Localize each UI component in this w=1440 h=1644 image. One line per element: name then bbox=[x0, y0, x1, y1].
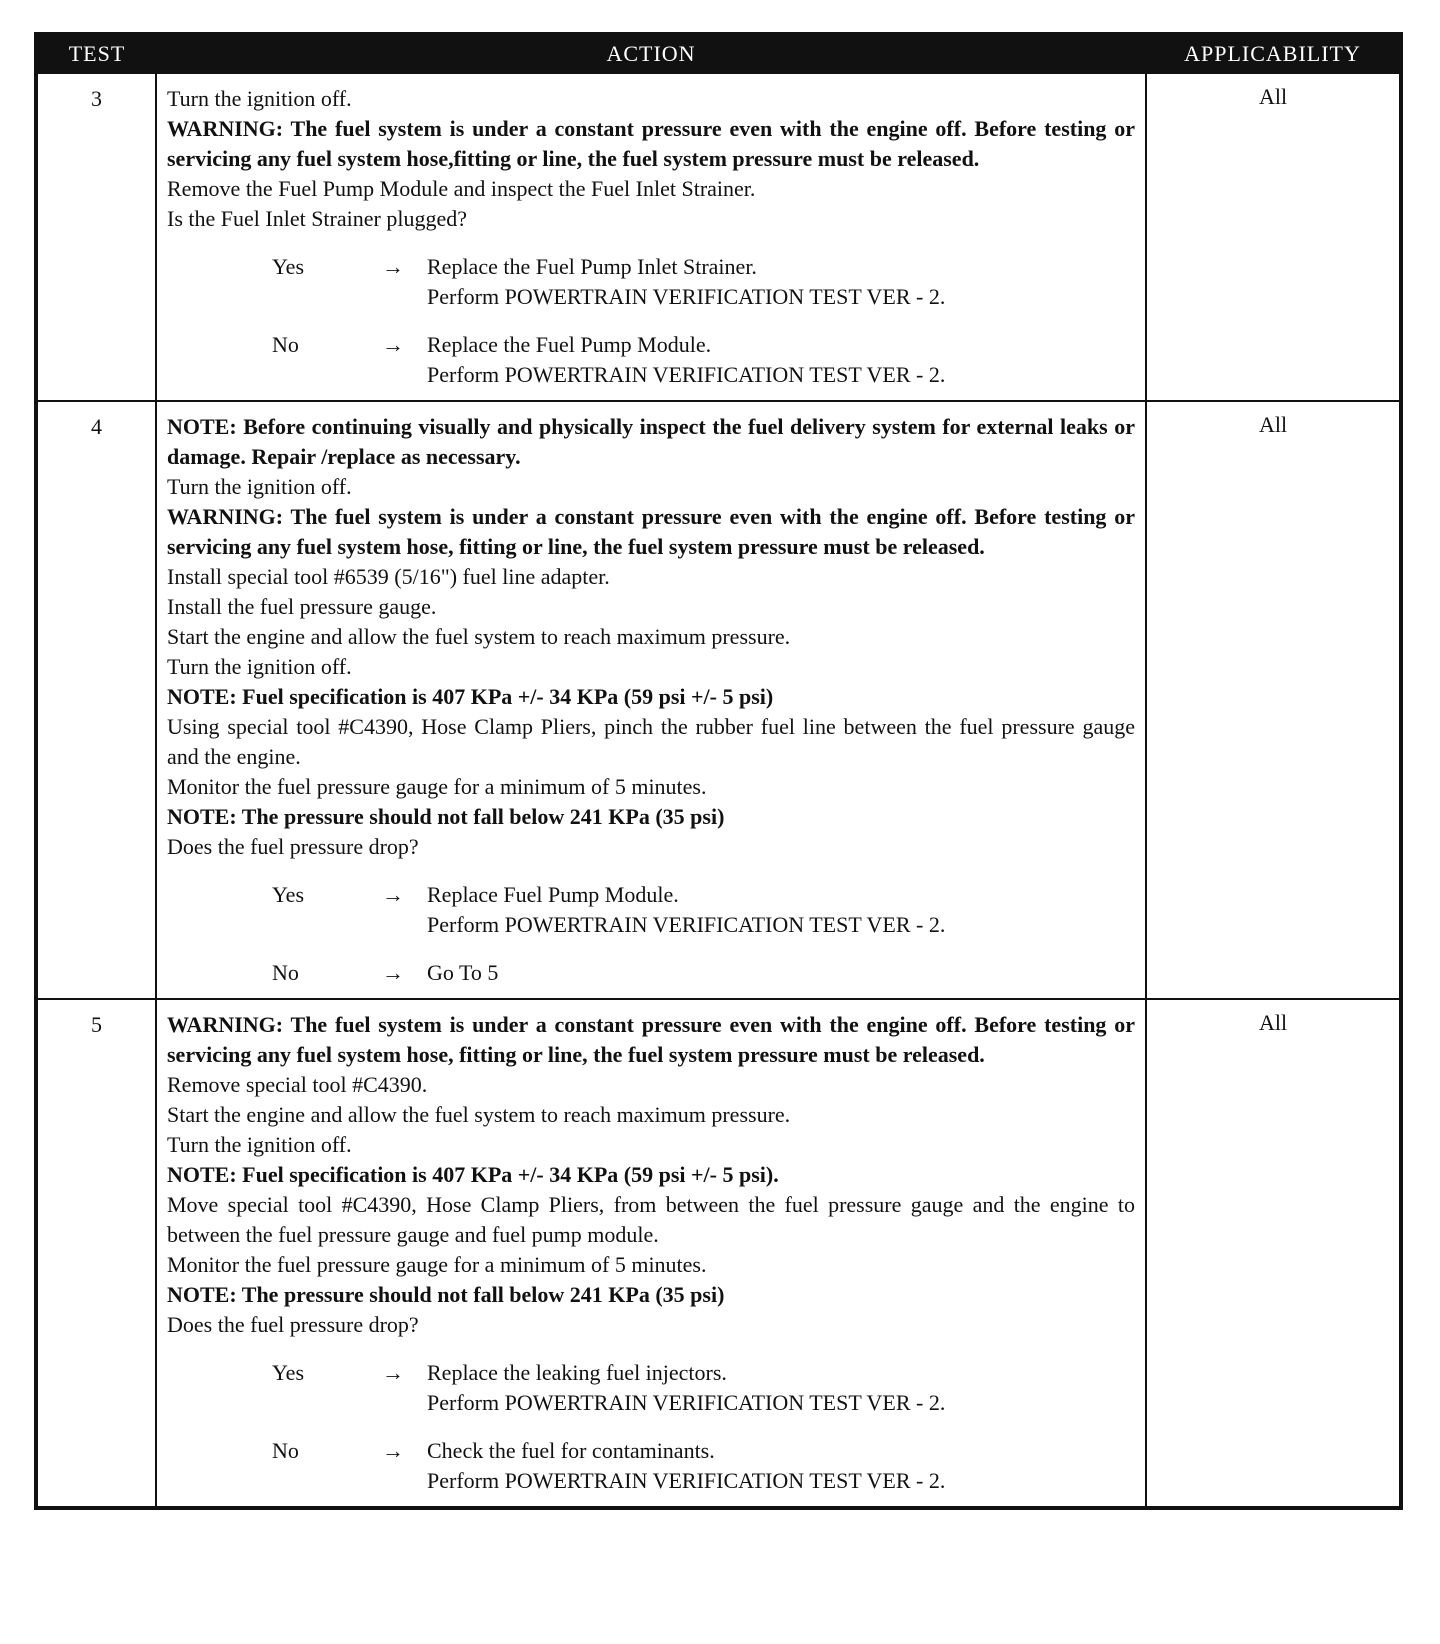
result-action-line: Replace Fuel Pump Module. bbox=[427, 882, 679, 907]
action-note: WARNING: The fuel system is under a constant pressure even with the engine off. Before testing or servicing any fuel system hose,fitting or line, the fuel system pressure must be released. bbox=[167, 116, 1135, 171]
applicability-cell: All bbox=[1146, 401, 1401, 999]
test-number: 4 bbox=[36, 401, 156, 999]
action-step: Start the engine and allow the fuel system to reach maximum pressure. bbox=[167, 624, 791, 649]
result-actions bbox=[427, 958, 1135, 988]
result-branch bbox=[167, 1358, 1135, 1418]
arrow-right-icon: → bbox=[382, 960, 404, 985]
result-action-line: Perform POWERTRAIN VERIFICATION TEST VER - 2. bbox=[427, 1390, 946, 1415]
action-step: Monitor the fuel pressure gauge for a minimum of 5 minutes. bbox=[167, 774, 707, 799]
action-note: NOTE: Before continuing visually and physically inspect the fuel delivery system for external leaks or damage. Repair /replace as necessary. bbox=[167, 414, 1135, 469]
action-step: Turn the ignition off. bbox=[167, 654, 352, 679]
result-action-line: Perform POWERTRAIN VERIFICATION TEST VER - 2. bbox=[427, 362, 946, 387]
test-number: 3 bbox=[36, 73, 156, 401]
action-step: Turn the ignition off. bbox=[167, 86, 352, 111]
result-label: Yes bbox=[272, 254, 305, 279]
action-step: Move special tool #C4390, Hose Clamp Pliers, from between the fuel pressure gauge and the engine to between the fuel pressure gauge and fuel pump module. bbox=[167, 1192, 1135, 1247]
action-note: WARNING: The fuel system is under a constant pressure even with the engine off. Before testing or servicing any fuel system hose, fitting or line, the fuel system pressure must be released. bbox=[167, 1012, 1135, 1067]
action-step: Does the fuel pressure drop? bbox=[167, 1312, 419, 1337]
test-row bbox=[36, 401, 1401, 999]
result-action-line: Replace the Fuel Pump Inlet Strainer. bbox=[427, 254, 757, 279]
result-action-line: Replace the leaking fuel injectors. bbox=[427, 1360, 727, 1385]
result-action-line: Check the fuel for contaminants. bbox=[427, 1438, 715, 1463]
result-label: Yes bbox=[272, 882, 305, 907]
result-branch bbox=[167, 252, 1135, 312]
action-step: Turn the ignition off. bbox=[167, 474, 352, 499]
action-step: Monitor the fuel pressure gauge for a minimum of 5 minutes. bbox=[167, 1252, 707, 1277]
result-label: Yes bbox=[272, 1360, 305, 1385]
result-action-line: Perform POWERTRAIN VERIFICATION TEST VER - 2. bbox=[427, 1468, 946, 1493]
result-action-line: Perform POWERTRAIN VERIFICATION TEST VER - 2. bbox=[427, 284, 946, 309]
arrow-right-icon: → bbox=[382, 1360, 404, 1385]
result-action-line: Go To 5 bbox=[427, 960, 499, 985]
result-actions bbox=[427, 330, 1135, 390]
applicability-cell: All bbox=[1146, 73, 1401, 401]
table-body bbox=[36, 73, 1401, 1508]
applicability-cell: All bbox=[1146, 999, 1401, 1508]
header-test: TEST bbox=[36, 34, 156, 73]
result-branch bbox=[167, 1436, 1135, 1496]
action-note: NOTE: Fuel specification is 407 KPa +/- 34 KPa (59 psi +/- 5 psi). bbox=[167, 1162, 779, 1187]
result-label: No bbox=[272, 1438, 299, 1463]
action-step: Is the Fuel Inlet Strainer plugged? bbox=[167, 206, 467, 231]
result-actions bbox=[427, 880, 1135, 940]
action-note: NOTE: The pressure should not fall below 241 KPa (35 psi) bbox=[167, 1282, 725, 1307]
result-actions bbox=[427, 1436, 1135, 1496]
result-label: No bbox=[272, 332, 299, 357]
table-header bbox=[36, 34, 1401, 73]
action-step: Using special tool #C4390, Hose Clamp Pliers, pinch the rubber fuel line between the fuel pressure gauge and the engine. bbox=[167, 714, 1135, 769]
result-actions bbox=[427, 252, 1135, 312]
action-step: Install the fuel pressure gauge. bbox=[167, 594, 437, 619]
action-step: Start the engine and allow the fuel system to reach maximum pressure. bbox=[167, 1102, 791, 1127]
action-step: Turn the ignition off. bbox=[167, 1132, 352, 1157]
test-row bbox=[36, 73, 1401, 401]
arrow-right-icon: → bbox=[382, 332, 404, 357]
result-action-line: Perform POWERTRAIN VERIFICATION TEST VER - 2. bbox=[427, 912, 946, 937]
action-note: NOTE: The pressure should not fall below 241 KPa (35 psi) bbox=[167, 804, 725, 829]
result-branch bbox=[167, 330, 1135, 390]
action-cell bbox=[156, 999, 1146, 1508]
result-label: No bbox=[272, 960, 299, 985]
action-step: Remove the Fuel Pump Module and inspect the Fuel Inlet Strainer. bbox=[167, 176, 756, 201]
action-step: Remove special tool #C4390. bbox=[167, 1072, 428, 1097]
result-branch bbox=[167, 880, 1135, 940]
action-cell bbox=[156, 401, 1146, 999]
action-note: NOTE: Fuel specification is 407 KPa +/- 34 KPa (59 psi +/- 5 psi) bbox=[167, 684, 774, 709]
result-actions bbox=[427, 1358, 1135, 1418]
header-action: ACTION bbox=[156, 34, 1146, 73]
result-action-line: Replace the Fuel Pump Module. bbox=[427, 332, 712, 357]
action-cell bbox=[156, 73, 1146, 401]
action-step: Install special tool #6539 (5/16") fuel line adapter. bbox=[167, 564, 610, 589]
header-applicability: APPLICABILITY bbox=[1146, 34, 1401, 73]
result-branch bbox=[167, 958, 1135, 988]
action-step: Does the fuel pressure drop? bbox=[167, 834, 419, 859]
arrow-right-icon: → bbox=[382, 254, 404, 279]
diagnostic-test-page bbox=[34, 32, 1399, 1510]
test-number: 5 bbox=[36, 999, 156, 1508]
test-row bbox=[36, 999, 1401, 1508]
action-note: WARNING: The fuel system is under a constant pressure even with the engine off. Before testing or servicing any fuel system hose, fitting or line, the fuel system pressure must be released. bbox=[167, 504, 1135, 559]
arrow-right-icon: → bbox=[382, 882, 404, 907]
arrow-right-icon: → bbox=[382, 1438, 404, 1463]
diagnostic-test-table bbox=[34, 32, 1403, 1510]
